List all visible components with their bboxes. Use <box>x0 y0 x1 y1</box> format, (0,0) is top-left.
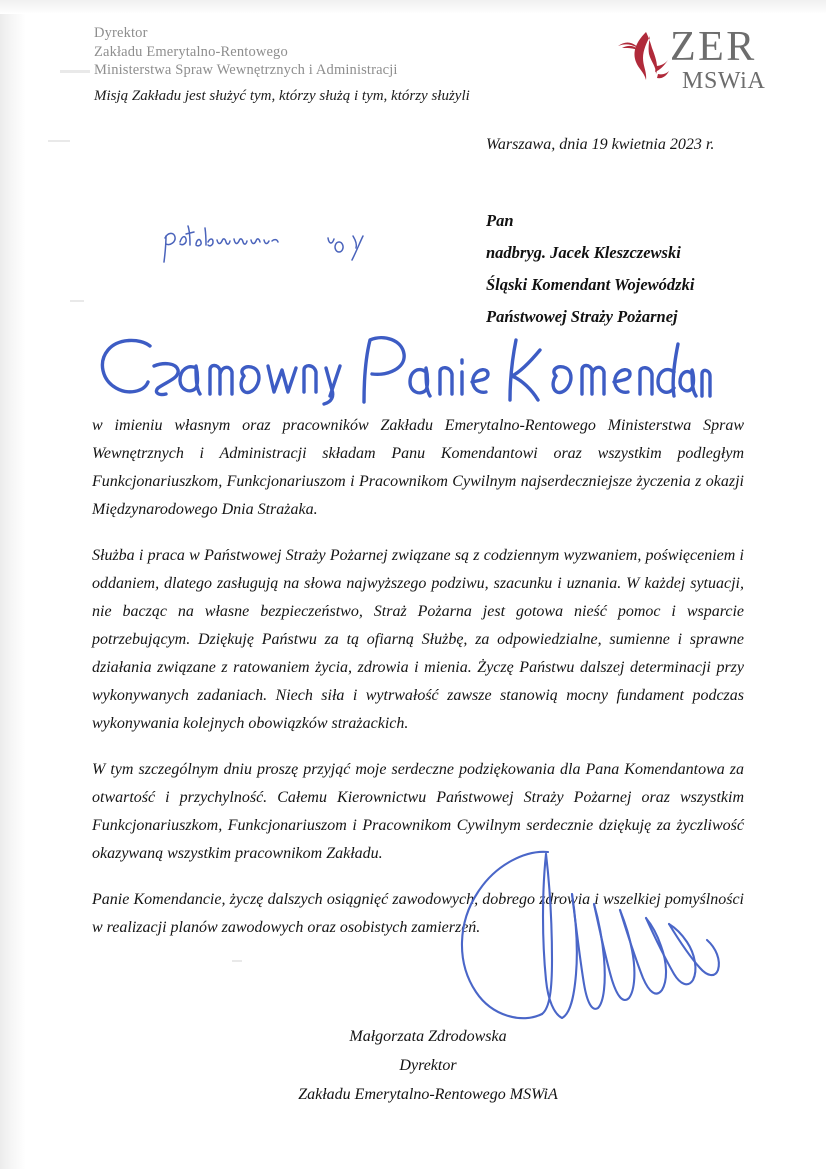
handwritten-salutation <box>92 332 712 408</box>
signatory-organization: Zakładu Emerytalno-Rentowego MSWiA <box>298 1086 558 1103</box>
scan-artifact <box>232 960 242 962</box>
addressee-salutation: Pan <box>486 211 514 230</box>
letterhead-line-1: Dyrektor <box>94 25 148 41</box>
body-paragraph: Służba i praca w Państwowej Straży Pożarnej związane są z codziennym wyzwaniem, poświęceniem i oddaniem, dlatego zasługują na słowa najwyższego podziwu, szacunku i uznania. W każdej sytuacji, nie bacząc na własne bezpieczeństwo, Straż Pożarna jest gotowa nieść pomoc i wsparcie potrzebującym. Dziękuję Państwu za tą ofiarną Służbę, za odpowiedzialne, sumienne i sprawne działania związane z ratowaniem życia, zdrowia i mienia. Życzę Państwu dalszej determinacji przy wykonywanych zadaniach. Niech siła i wytrwałość zawsze stanowią mocny fundament podczas wykonywania kolejnych obowiązków strażackich. <box>92 547 744 732</box>
signature-block <box>0 1022 826 1109</box>
addressee-block <box>486 205 694 333</box>
scan-artifact <box>60 70 90 73</box>
date-line: Warszawa, dnia 19 kwietnia 2023 r. <box>486 136 715 153</box>
body-paragraph: w imieniu własnym oraz pracowników Zakładu Emerytalno-Rentowego Ministerstwa Spraw Wewnętrznych i Administracji składam Panu Komendantowi oraz wszystkim podległym Funkcjonariuszkom, Funkcjonariuszom i Pracownikom Cywilnym najserdeczniejsze życzenia z okazji Międzynarodowego Dnia Strażaka. <box>92 417 744 518</box>
addressee-title: Śląski Komendant Wojewódzki <box>486 275 695 294</box>
logo-subtitle: MSWiA <box>682 68 766 94</box>
handwritten-margin-note-strokes <box>160 208 420 270</box>
addressee-organization: Państwowej Straży Pożarnej <box>486 307 678 326</box>
letterhead-line-3: Ministerstwa Spraw Wewnętrznych i Administracji <box>94 62 398 78</box>
logo-wordmark: ZER <box>670 24 757 70</box>
scan-edge-top-shadow <box>0 0 826 14</box>
scan-artifact <box>70 300 84 302</box>
institution-motto: Misją Zakładu jest służyć tym, którzy służą i tym, którzy służyli <box>94 88 470 104</box>
letterhead <box>94 24 398 80</box>
body-paragraph: Panie Komendancie, życzę dalszych osiągnięć zawodowych, dobrego zdrowia i wszelkiej pomyślności w realizacji planów zawodowych oraz osobistych zamierzeń. <box>92 891 744 936</box>
handwritten-margin-note <box>160 208 420 270</box>
zer-flame-icon <box>616 30 670 86</box>
scan-edge-shadow <box>0 0 26 1169</box>
letter-body <box>92 412 744 942</box>
handwritten-salutation-strokes <box>92 332 712 408</box>
letterhead-line-2: Zakładu Emerytalno-Rentowego <box>94 43 288 60</box>
signatory-role: Dyrektor <box>399 1057 457 1074</box>
signatory-name: Małgorzata Zdrodowska <box>349 1028 507 1045</box>
body-paragraph: W tym szczególnym dniu proszę przyjąć moje serdeczne podziękowania dla Pana Komendantowa za otwartość i przychylność. Całemu Kierownictwu Państwowej Straży Pożarnej oraz wszystkim Funkcjonariuszkom, Funkcjonariuszom i Pracownikom Cywilnym serdecznie dziękuję za życzliwość okazywaną wszystkim pracownikom Zakładu. <box>92 761 744 862</box>
zer-mswia-logo <box>608 26 798 100</box>
scan-artifact <box>48 140 70 142</box>
addressee-name: nadbryg. Jacek Kleszczewski <box>486 243 681 262</box>
